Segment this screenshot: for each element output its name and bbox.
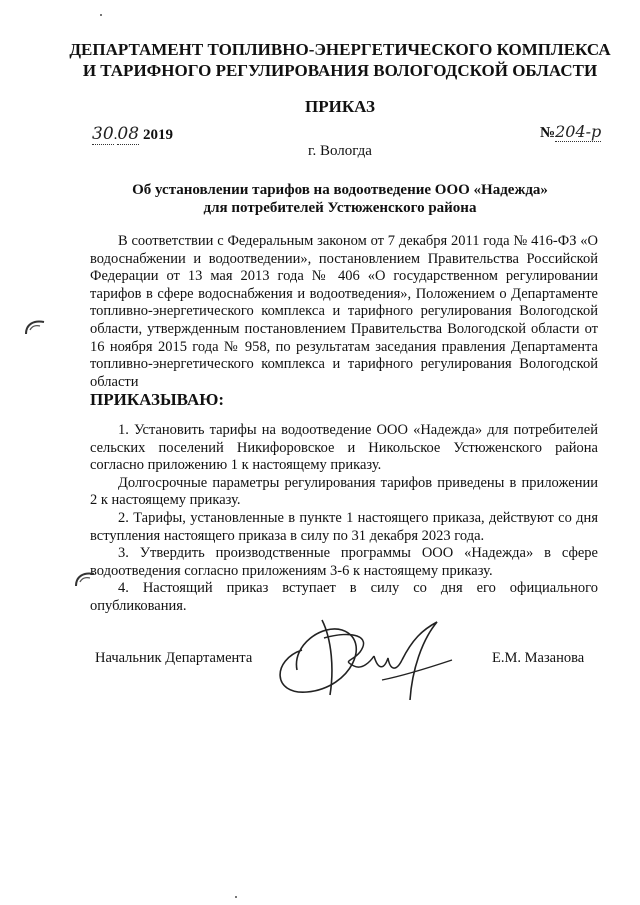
order-word: ПРИКАЗЫВАЮ: (90, 390, 225, 410)
header-line-2: И ТАРИФНОГО РЕГУЛИРОВАНИЯ ВОЛОГОДСКОЙ ОБЛАСТИ (82, 61, 598, 80)
preamble-text: В соответствии с Федеральным законом от 7 декабря 2011 года № 416-ФЗ «О водоснабжении и водоотведении», постановлением Правительства Российской Федерации от 13 мая 2013 года № 406 «О государственном регулировании тарифов в сфере водоснабжения и водоотведения», Положением о Департаменте топливно-энергетического комплекса и тарифного регулирования Вологодской области, утвержденным постановлением Правительства Вологодской области от 16 ноября 2015 года № 958, по результатам заседания правления Департамента топливно-энергетического комплекса и тарифного регулирования Вологодской области (90, 233, 598, 390)
item-4: 4. Настоящий приказ вступает в силу со дня его официального опубликования. (90, 580, 598, 614)
item-3: 3. Утвердить производственные программы ООО «Надежда» в сфере водоотведения согласно приложениям 3-6 к настоящему приказу. (90, 545, 598, 579)
preamble (90, 233, 598, 409)
subject-line-1: Об установлении тарифов на водоотведение ООО «Надежда» (132, 182, 548, 198)
number-prefix: № (540, 125, 556, 141)
punch-mark-lower-icon (72, 568, 98, 590)
date-month: 08 (117, 124, 140, 144)
handwritten-signature (262, 600, 462, 710)
number-value: 204-р (555, 122, 602, 141)
document-type: ПРИКАЗ (305, 97, 375, 116)
header-line-1: ДЕПАРТАМЕНТ ТОПЛИВНО-ЭНЕРГЕТИЧЕСКОГО КОМПЛЕКСА (69, 40, 611, 59)
date-day: 30 (92, 124, 114, 144)
item-1: 1. Установить тарифы на водоотведение ООО «Надежда» для потребителей сельских поселений Никифоровское и Никольское Устюженского района согласно приложению 1 к настоящему приказу. (90, 422, 598, 474)
scan-speck (235, 896, 237, 898)
order-items (90, 422, 598, 616)
signature-position: Начальник Департамента (95, 650, 253, 666)
date-year: 2019 (143, 127, 174, 143)
punch-mark-upper-icon (22, 316, 48, 338)
item-1-params: Долгосрочные параметры регулирования тарифов приведены в приложении 2 к настоящему приказу. (90, 474, 598, 509)
subject-line-2: для потребителей Устюженского района (203, 200, 477, 216)
city: г. Вологда (308, 143, 372, 159)
signature-name: Е.М. Мазанова (492, 650, 585, 666)
scan-speck (100, 14, 102, 16)
document-date: 30.08 2019 (92, 124, 174, 144)
item-2: 2. Тарифы, установленные в пункте 1 настоящего приказа, действуют со дня вступления настоящего приказа в силу по 31 декабря 2023 года. (90, 509, 598, 544)
